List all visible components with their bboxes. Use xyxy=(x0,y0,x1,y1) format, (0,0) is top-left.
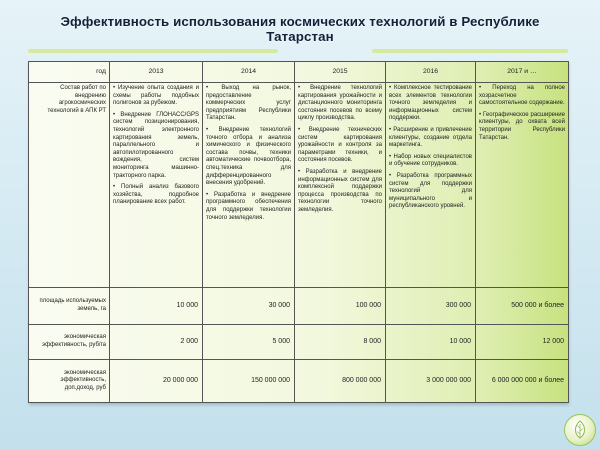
year-2014: 2014 xyxy=(203,62,295,83)
composition-item: • Изучение опыта создания и схемы работы подобных полигонов за рубежом. xyxy=(113,85,199,107)
composition-item: • Разработка программных систем для поддержки технологий для муниципального и республиканского уровней. xyxy=(389,172,472,210)
area-row xyxy=(29,288,569,325)
eff-income-value-2013: 20 000 000 xyxy=(110,360,203,403)
composition-item: • Географическое расширение клиентуры, до охвата всей территории Республики Татарстан. xyxy=(479,111,565,141)
composition-cell-2014 xyxy=(203,83,295,288)
slide-title: Эффективность использования космических технологий в Республике Татарстан xyxy=(60,14,540,44)
area-value-2015: 100 000 xyxy=(295,288,386,325)
eff-income-row-label: экономическая эффективность, доп.доход, руб xyxy=(29,360,110,403)
accent-bar-right xyxy=(372,49,568,53)
composition-item: • Расширение и привлечение клиентуры, создание отдела маркетинга. xyxy=(389,126,472,149)
eff-per-ha-row-label: экономическая эффективность, руб/га xyxy=(29,325,110,360)
year-2016: 2016 xyxy=(386,62,476,83)
eff-per-ha-value-2016: 10 000 xyxy=(386,325,476,360)
composition-cell-2013 xyxy=(110,83,203,288)
composition-item: • Набор новых специалистов и обучение сотрудников. xyxy=(389,153,472,168)
leaf-logo-icon xyxy=(564,414,596,446)
eff-per-ha-value-2013: 2 000 xyxy=(110,325,203,360)
year-row-label: год xyxy=(29,62,110,83)
composition-row-label: Состав работ по внедрению агрокосмических технологий в АПК РТ xyxy=(29,83,110,288)
data-table xyxy=(28,61,569,403)
eff-per-ha-value-2015: 8 000 xyxy=(295,325,386,360)
area-value-2013: 10 000 xyxy=(110,288,203,325)
eff-per-ha-value-2014: 5 000 xyxy=(203,325,295,360)
composition-item: • Переход на полное хозрасчетное самостоятельное содержание. xyxy=(479,85,565,107)
eff-income-value-2015: 800 000 000 xyxy=(295,360,386,403)
year-2017: 2017 и … xyxy=(476,62,569,83)
composition-cell-2017 xyxy=(476,83,569,288)
eff-income-value-2017: 6 000 000 000 и более xyxy=(476,360,569,403)
year-2015: 2015 xyxy=(295,62,386,83)
eff-per-ha-row xyxy=(29,325,569,360)
composition-cell-2016 xyxy=(386,83,476,288)
composition-item: • Комплексное тестирование всех элементов технологии точного земледелия и информационных систем поддержки. xyxy=(389,85,472,122)
composition-item: • Внедрение технологий точного отбора и анализа химического и физического состава почвы, техники автоматические почвоотбора, спец.техника для дифференцированного внесения удобрений. xyxy=(206,126,291,187)
composition-item: • Полный анализ базового хозяйства, подробное планирование всех работ. xyxy=(113,184,199,206)
composition-item: • Выход на рынок, предоставление коммерческих услуг предприятиям Республики Татарстан. xyxy=(206,85,291,122)
eff-income-value-2016: 3 000 000 000 xyxy=(386,360,476,403)
area-value-2017: 500 000 и более xyxy=(476,288,569,325)
eff-income-row xyxy=(29,360,569,403)
area-value-2014: 30 000 xyxy=(203,288,295,325)
composition-item: • Внедрение технологий картирования урожайности и дистанционного мониторинга состояния посевов по всему циклу производства. xyxy=(298,85,382,122)
composition-row xyxy=(29,83,569,288)
area-value-2016: 300 000 xyxy=(386,288,476,325)
composition-item: • Разработка и внедрение программного обеспечения для поддержки технологии точного земледелия. xyxy=(206,191,291,221)
eff-per-ha-value-2017: 12 000 xyxy=(476,325,569,360)
data-table-container xyxy=(28,61,568,403)
area-row-label: площадь используемых земель, га xyxy=(29,288,110,325)
eff-income-value-2014: 150 000 000 xyxy=(203,360,295,403)
composition-cell-2015 xyxy=(295,83,386,288)
year-2013: 2013 xyxy=(110,62,203,83)
composition-item: • Внедрение ГЛОНАСС/GPS систем позиционирования, технологий электронного картирования земель, параллельного и автопилотированного вождения, систем мониторинга машинно-тракторного парка. xyxy=(113,111,199,179)
composition-item: • Внедрение технических систем картирования урожайности и контроля за параметрами техники, и состояния посевов. xyxy=(298,126,382,164)
accent-bar-left xyxy=(28,49,278,53)
composition-item: • Разработка и внедрение информационных систем для комплексной поддержки процесса производства по технологии точного земледелия. xyxy=(298,168,382,213)
header-row xyxy=(29,62,569,83)
